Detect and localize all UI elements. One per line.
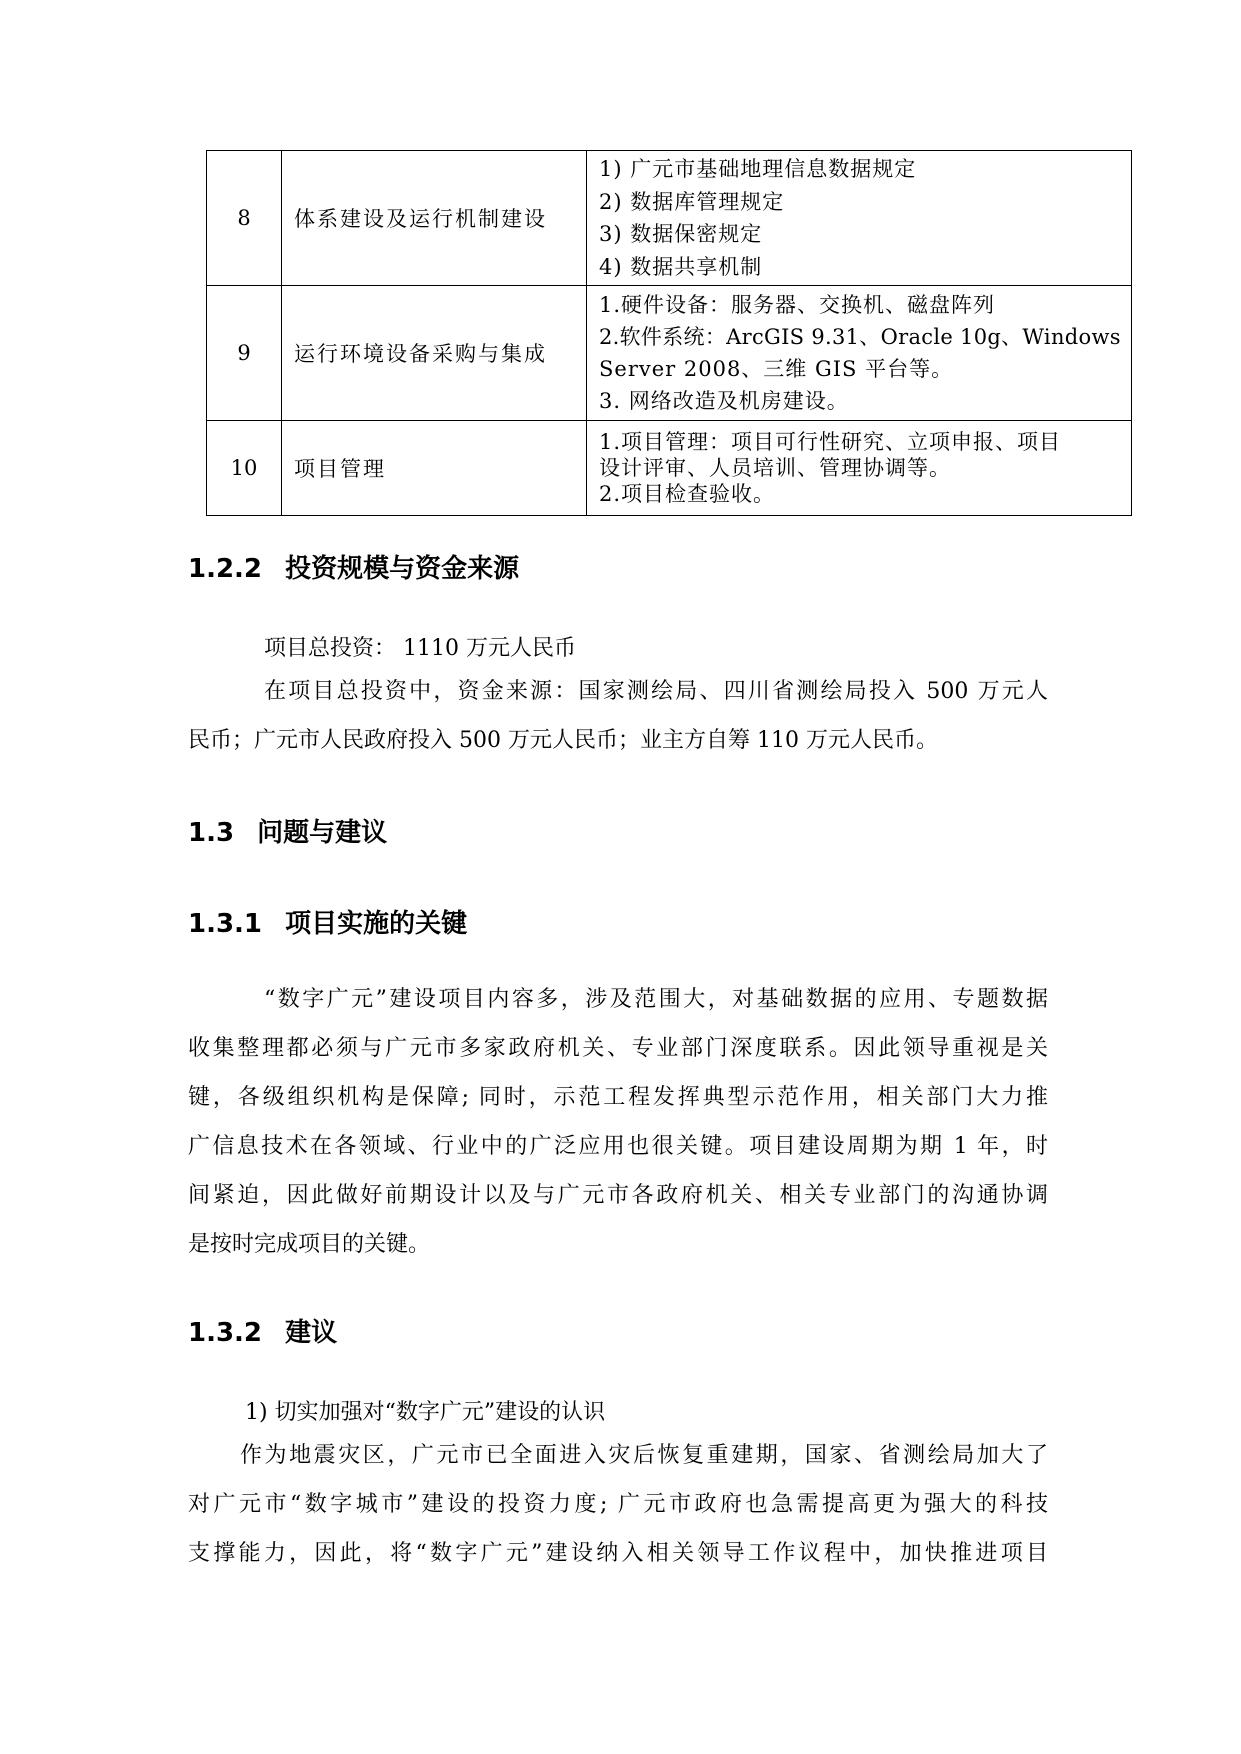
paragraph-line: 民币；广元市人民政府投入 500 万元人民币；业主方自筹 110 万元人民币。	[188, 728, 938, 753]
content-line: 3) 数据保密规定	[599, 222, 763, 246]
row-content	[587, 151, 1132, 286]
content-line: 4) 数据共享机制	[599, 254, 763, 279]
content-line: 3. 网络改造及机房建设。	[599, 389, 849, 413]
suggestion-paragraph	[188, 1431, 1048, 1578]
table-row	[207, 421, 1132, 516]
table-row	[207, 286, 1132, 421]
funding-paragraph	[188, 667, 1048, 765]
paragraph-line: 对广元市“数字城市”建设的投资力度; 广元市政府也急需提高更为强大的科技	[188, 1492, 1048, 1517]
paragraph-line: 间紧迫，因此做好前期设计以及与广元市各政府机关、相关专业部门的沟通协调	[188, 1183, 1048, 1208]
heading-1-3	[188, 812, 387, 849]
paragraph-line: 作为地震灾区，广元市已全面进入灾后恢复重建期，国家、省测绘局加大了	[240, 1443, 1048, 1468]
project-content-table	[206, 150, 1132, 516]
content-line: 1.项目管理：项目可行性研究、立项申报、项目	[599, 430, 1062, 454]
content-line: 1.硬件设备：服务器、交换机、磁盘阵列	[599, 293, 996, 317]
heading-title: 项目实施的关键	[285, 909, 468, 939]
content-line: 2) 数据库管理规定	[599, 189, 785, 214]
heading-title: 投资规模与资金来源	[285, 554, 520, 584]
content-line: 2.软件系统：ArcGIS 9.31、Oracle 10g、Windows	[599, 325, 1121, 349]
suggestion-item-1: 1) 切实加强对“数字广元”建设的认识	[245, 1400, 606, 1425]
heading-number: 1.2.2	[188, 554, 263, 584]
heading-1-3-2	[188, 1312, 337, 1349]
content-line: Server 2008、三维 GIS 平台等。	[599, 357, 954, 381]
row-number: 9	[207, 286, 282, 421]
row-name: 体系建设及运行机制建设	[282, 151, 587, 286]
row-name: 项目管理	[282, 421, 587, 516]
heading-1-3-1	[188, 903, 467, 940]
row-content	[587, 421, 1132, 516]
content-line: 设计评审、人员培训、管理协调等。	[599, 456, 951, 480]
paragraph-line: “数字广元”建设项目内容多，涉及范围大，对基础数据的应用、专题数据	[264, 987, 1048, 1012]
paragraph-line: 广信息技术在各领域、行业中的广泛应用也很关键。项目建设周期为期 1 年，时	[188, 1134, 1048, 1159]
paragraph-line: 支撑能力，因此，将“数字广元”建设纳入相关领导工作议程中，加快推进项目	[188, 1541, 1048, 1566]
heading-1-2-2	[188, 548, 519, 585]
table-row	[207, 151, 1132, 286]
content-line: 2.项目检查验收。	[599, 482, 776, 506]
content-line: 1) 广元市基础地理信息数据规定	[599, 157, 917, 181]
paragraph-line: 是按时完成项目的关键。	[188, 1232, 431, 1257]
heading-title: 建议	[285, 1318, 338, 1348]
row-number: 10	[207, 421, 282, 516]
paragraph-line: 收集整理都必须与广元市多家政府机关、专业部门深度联系。因此领导重视是关	[188, 1036, 1048, 1061]
key-factors-paragraph	[188, 975, 1048, 1269]
heading-title: 问题与建议	[257, 818, 388, 848]
heading-number: 1.3.2	[188, 1318, 263, 1348]
row-name: 运行环境设备采购与集成	[282, 286, 587, 421]
paragraph-line: 键，各级组织机构是保障; 同时，示范工程发挥典型示范作用，相关部门大力推	[188, 1085, 1048, 1110]
heading-number: 1.3	[188, 818, 235, 848]
row-number: 8	[207, 151, 282, 286]
paragraph-line: 在项目总投资中，资金来源：国家测绘局、四川省测绘局投入 500 万元人	[264, 679, 1048, 704]
heading-number: 1.3.1	[188, 909, 263, 939]
total-investment: 项目总投资： 1110 万元人民币	[264, 636, 576, 661]
row-content	[587, 286, 1132, 421]
